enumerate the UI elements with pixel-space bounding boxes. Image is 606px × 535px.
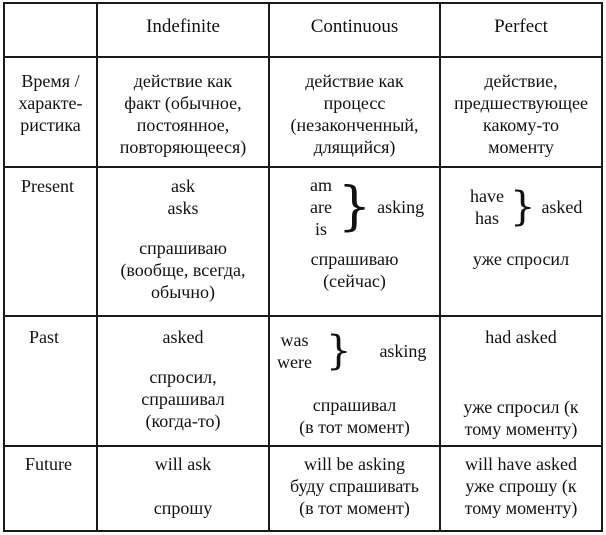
header-perfect: Perfect xyxy=(494,16,548,37)
translation: (в тот момент) xyxy=(299,417,410,437)
present-continuous-translation xyxy=(270,248,439,292)
future-continuous xyxy=(270,453,439,519)
translation: спросил, xyxy=(149,367,217,387)
time-continuous xyxy=(270,70,439,158)
aux-verb: am xyxy=(310,175,332,195)
translation: спрашивал xyxy=(312,395,397,415)
translation: (когда-то) xyxy=(145,411,221,431)
translation: спрашиваю xyxy=(310,249,399,269)
text-line: действие, xyxy=(484,71,558,91)
aux-verb: is xyxy=(314,219,327,239)
verb-form: will have asked xyxy=(465,454,577,474)
past-perfect-form: had asked xyxy=(485,327,557,347)
text-line: повторяющееся) xyxy=(119,137,247,157)
row-label-line: Время / xyxy=(21,71,80,91)
translation: тому моменту) xyxy=(464,498,578,518)
aux-verb: were xyxy=(277,352,312,372)
row-divider xyxy=(5,315,601,317)
main-verb: asked xyxy=(541,196,583,217)
present-perfect-forms xyxy=(470,185,582,229)
aux-verb: was xyxy=(280,330,309,350)
present-perfect-translation: уже спросил xyxy=(472,249,570,269)
spacer xyxy=(98,475,268,497)
verb-form: will ask xyxy=(154,454,212,474)
text-line: постоянное, xyxy=(136,115,230,135)
aux-stack xyxy=(277,329,312,373)
verb-form: asks xyxy=(167,198,199,218)
past-continuous-translation xyxy=(270,394,439,438)
translation: спрашивал xyxy=(141,389,225,409)
text-line: действие как xyxy=(133,71,233,91)
row-label-present: Present xyxy=(21,176,74,196)
past-perfect-translation xyxy=(441,396,601,440)
row-label-line: ристика xyxy=(20,115,81,135)
main-verb: asking xyxy=(377,196,425,217)
row-label-time xyxy=(5,70,96,136)
text-line: процесс xyxy=(323,93,386,113)
aux-verb: has xyxy=(474,208,499,228)
row-divider xyxy=(5,166,601,168)
row-label-past: Past xyxy=(29,327,60,347)
translation: спрошу xyxy=(153,498,213,518)
translation: (вообще, всегда, xyxy=(120,260,246,280)
time-perfect xyxy=(441,70,601,158)
header-indefinite: Indefinite xyxy=(146,16,220,37)
time-indefinite xyxy=(98,70,268,158)
verb-form: ask xyxy=(171,176,195,196)
translation: спрашиваю xyxy=(139,238,227,258)
future-perfect xyxy=(441,453,601,519)
translation: тому моменту) xyxy=(464,419,578,439)
present-indefinite xyxy=(98,175,268,303)
past-indefinite xyxy=(98,326,268,432)
text-line: действие как xyxy=(305,71,404,91)
row-divider xyxy=(5,56,601,58)
aux-stack xyxy=(470,185,504,229)
spacer xyxy=(98,348,268,366)
future-indefinite xyxy=(98,453,268,519)
text-line: предшествующее xyxy=(454,93,588,113)
row-divider xyxy=(5,445,601,447)
row-label-line: характе- xyxy=(18,93,83,113)
aux-verb: are xyxy=(310,197,332,217)
row-label-future: Future xyxy=(25,454,72,474)
brace-icon: } xyxy=(338,177,372,237)
text-line: факт (обычное, xyxy=(124,93,242,113)
spacer xyxy=(98,219,268,237)
text-line: (незаконченный, xyxy=(290,115,419,135)
past-continuous-forms xyxy=(277,329,426,373)
brace-icon: } xyxy=(509,184,536,230)
text-line: какому-то xyxy=(483,115,559,135)
translation: уже спрошу (к xyxy=(465,476,577,496)
present-continuous-forms xyxy=(310,174,424,240)
tense-table xyxy=(3,2,603,532)
aux-verb: have xyxy=(470,186,504,206)
verb-form: asked xyxy=(162,327,204,347)
text-line: длящийся) xyxy=(313,137,396,157)
aux-stack xyxy=(310,174,332,240)
header-continuous: Continuous xyxy=(310,16,399,37)
brace-icon: } xyxy=(325,328,352,374)
verb-form: will be asking xyxy=(304,454,405,474)
translation: (в тот момент) xyxy=(299,498,410,518)
text-line: моменту xyxy=(488,137,554,157)
main-verb: asking xyxy=(379,340,427,361)
translation: обычно) xyxy=(151,282,215,302)
translation: уже спросил (к xyxy=(463,397,579,417)
translation: (сейчас) xyxy=(323,271,386,291)
translation: буду спрашивать xyxy=(290,476,419,496)
